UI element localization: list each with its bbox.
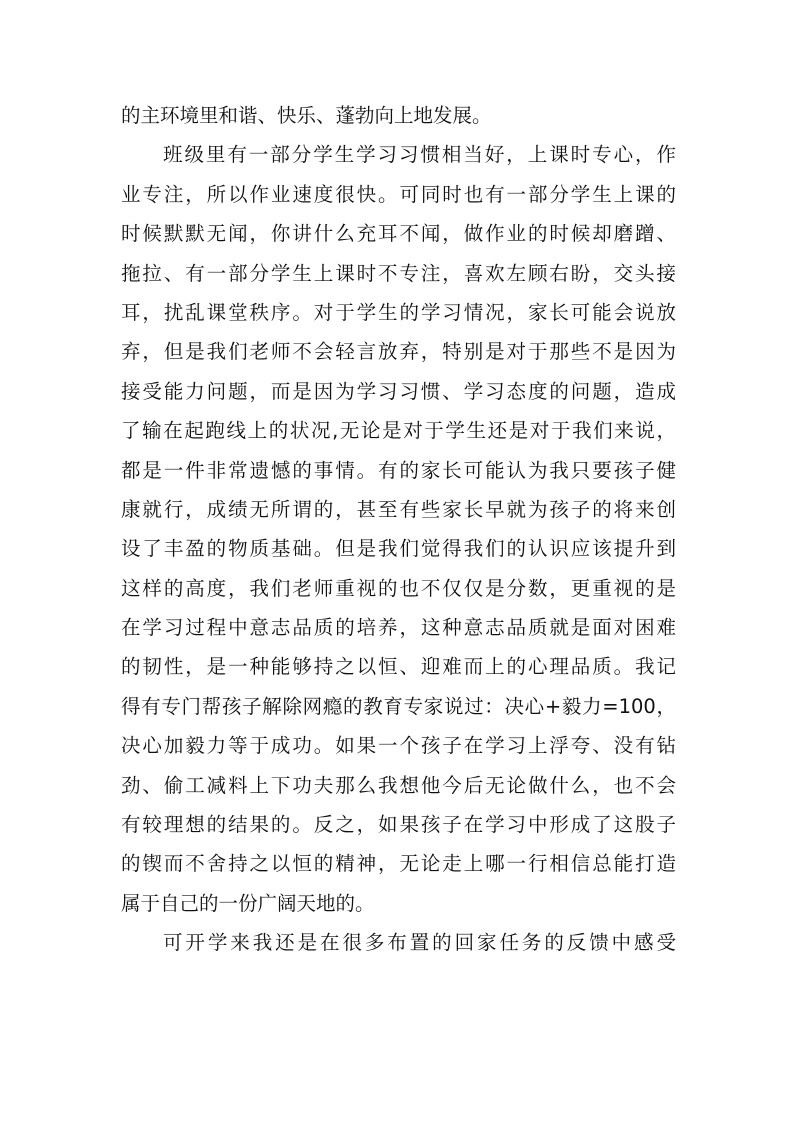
text-line: 的锲而不舍持之以恒的精神，无论走上哪一行相信总能打造 <box>121 852 676 876</box>
text-line: 耳，扰乱课堂秩序。对于学生的学习情况，家长可能会说放 <box>121 300 676 324</box>
text-line: 了输在起跑线上的状况,无论是对于学生还是对于我们来说， <box>121 419 676 443</box>
document-body <box>121 96 676 963</box>
text-line: 弃，但是我们老师不会轻言放弃，特别是对于那些不是因为 <box>121 340 676 364</box>
text-line: 决心加毅力等于成功。如果一个孩子在学习上浮夸、没有钻 <box>121 734 676 758</box>
text-line: 可开学来我还是在很多布置的回家任务的反馈中感受 <box>163 931 676 955</box>
text-line: 拖拉、有一部分学生上课时不专注，喜欢左顾右盼，交头接 <box>121 261 676 285</box>
text-line: 接受能力问题，而是因为学习习惯、学习态度的问题，造成 <box>121 379 676 403</box>
text-line: 在学习过程中意志品质的培养，这种意志品质就是面对困难 <box>121 616 676 640</box>
text-line: 康就行，成绩无所谓的，甚至有些家长早就为孩子的将来创 <box>121 497 676 521</box>
text-line: 都是一件非常遗憾的事情。有的家长可能认为我只要孩子健 <box>121 458 676 482</box>
text-line: 的主环境里和谐、快乐、蓬勃向上地发展。 <box>121 104 492 127</box>
text-line: 班级里有一部分学生学习习惯相当好，上课时专心，作 <box>163 143 676 167</box>
text-line: 业专注，所以作业速度很快。可同时也有一部分学生上课的 <box>121 182 676 206</box>
text-line: 属于自己的一份广阔天地的。 <box>121 891 375 915</box>
text-line: 这样的高度，我们老师重视的也不仅仅是分数，更重视的是 <box>121 576 676 600</box>
text-line: 有较理想的结果的。反之，如果孩子在学习中形成了这股子 <box>121 813 676 837</box>
text-line: 劲、偷工减料上下功夫那么我想他今后无论做什么，也不会 <box>121 773 676 797</box>
text-line: 时候默默无闻，你讲什么充耳不闻，做作业的时候却磨蹭、 <box>121 222 676 246</box>
text-line: 的韧性，是一种能够持之以恒、迎难而上的心理品质。我记 <box>121 655 676 679</box>
text-line: 得有专门帮孩子解除网瘾的教育专家说过：决心+毅力=100， <box>121 694 676 718</box>
text-line: 设了丰盈的物质基础。但是我们觉得我们的认识应该提升到 <box>121 537 676 561</box>
